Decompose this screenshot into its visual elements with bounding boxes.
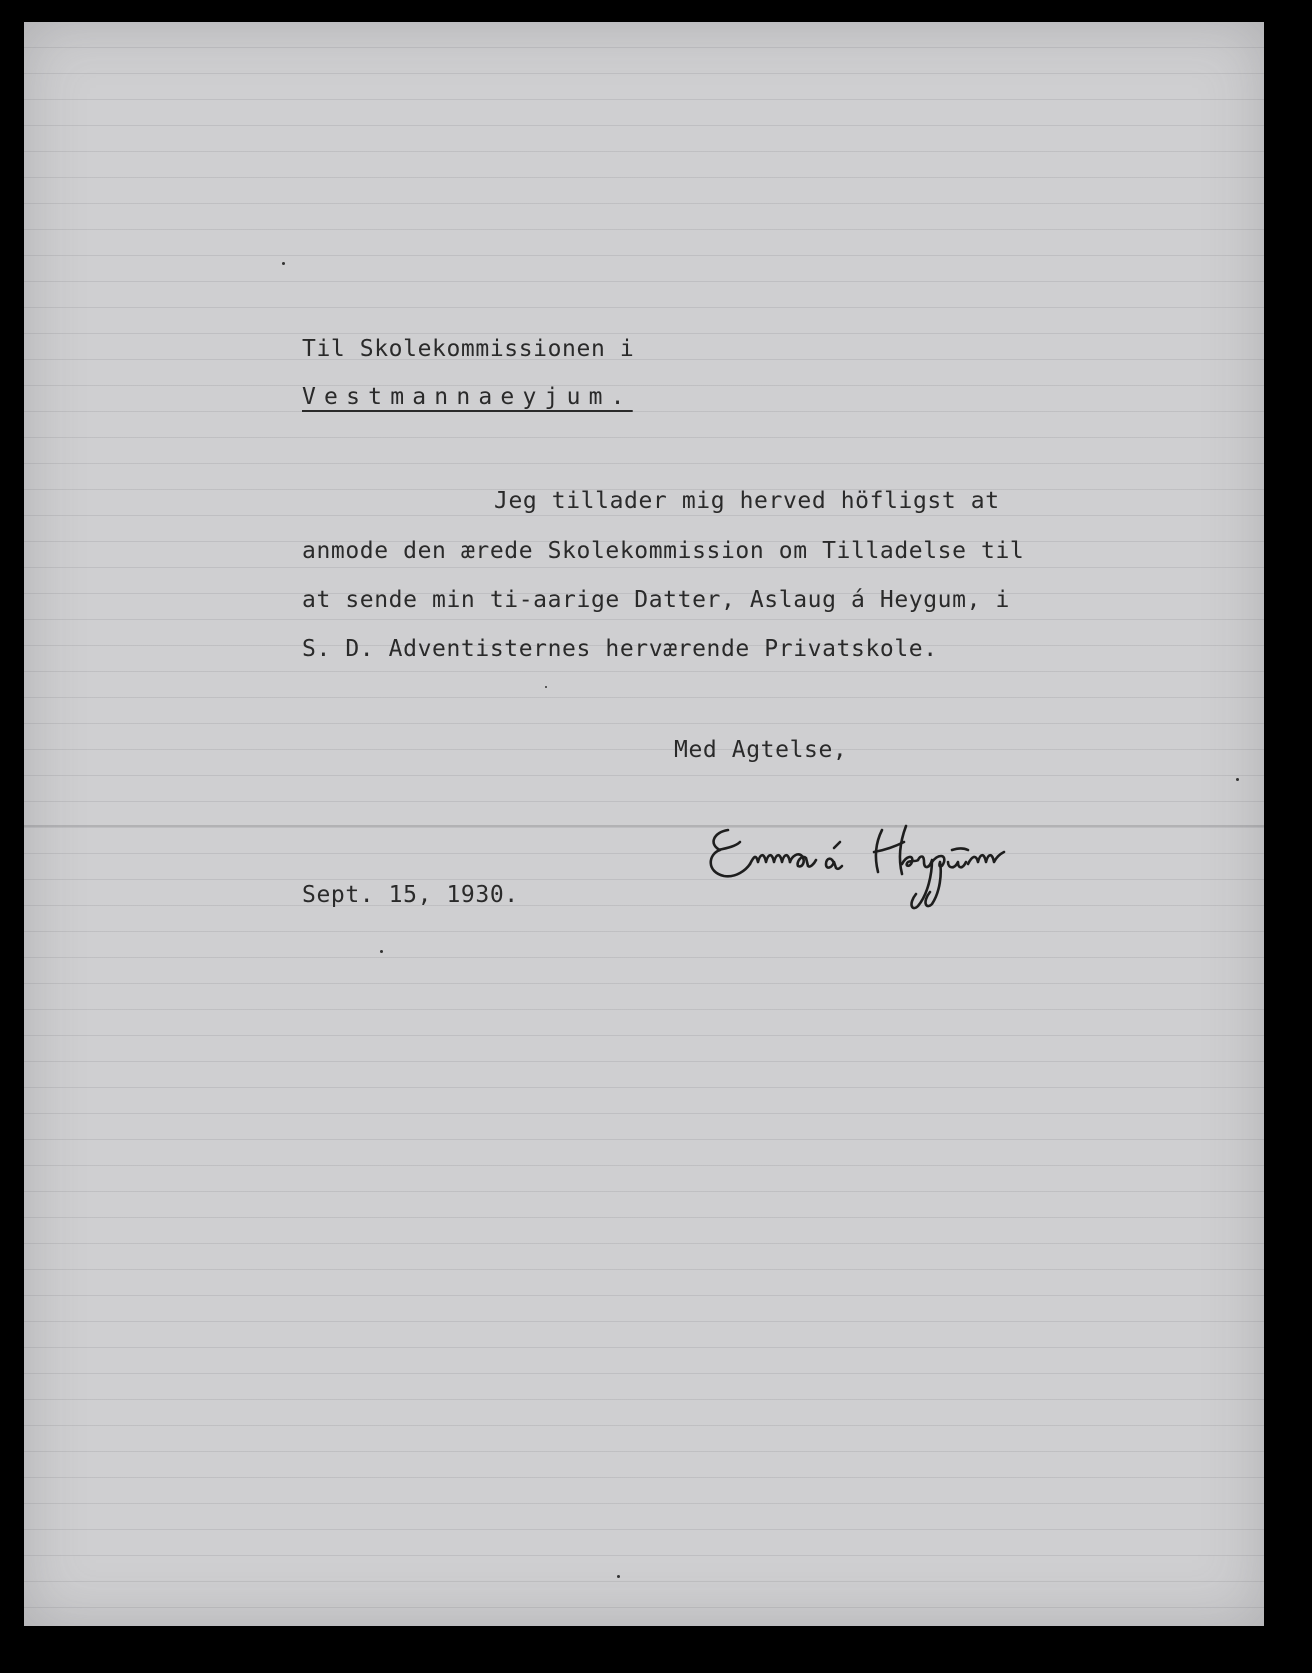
body-line-3: at sende min ti-aarige Datter, Aslaug á Heygum, i bbox=[302, 587, 1010, 613]
recipient-line-2: Vestmannaeyjum. bbox=[302, 384, 633, 410]
paper-fold bbox=[24, 825, 1264, 827]
paper-speck bbox=[1236, 778, 1239, 781]
handwritten-signature bbox=[706, 812, 1076, 922]
closing-salutation: Med Agtelse, bbox=[674, 737, 848, 763]
letter-page bbox=[24, 22, 1264, 1626]
body-line-2: anmode den ærede Skolekommission om Tilladelse til bbox=[302, 538, 1025, 564]
paper-speck bbox=[282, 262, 285, 265]
paper-speck bbox=[617, 1575, 620, 1578]
paper-speck bbox=[380, 950, 383, 953]
body-line-1: Jeg tillader mig herved höfligst at bbox=[494, 488, 1000, 514]
body-line-4: S. D. Adventisternes herværende Privatskole. bbox=[302, 636, 938, 662]
paper-speck bbox=[545, 686, 547, 688]
recipient-line-1: Til Skolekommissionen i bbox=[302, 336, 635, 362]
letter-date: Sept. 15, 1930. bbox=[302, 882, 519, 908]
